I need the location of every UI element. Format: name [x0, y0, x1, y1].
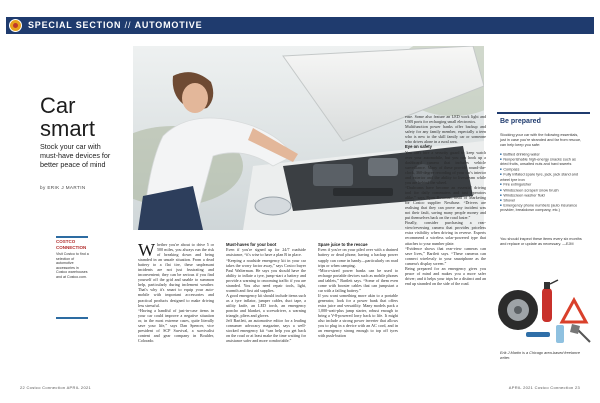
article-paragraph: Even if you're signed up for 24/7 roadside assistance, “it's wise to have a plan B in place.: [226, 247, 306, 258]
sidebar-rule: [497, 112, 590, 114]
article-column-4: [405, 114, 486, 286]
section-title: [28, 20, 202, 30]
costco-connection-title: COSTCO CONNECTION: [56, 239, 87, 250]
checklist-item: ■ Shovel: [500, 198, 582, 203]
sidebar-intro: Stocking your car with the following essentials, just in case you're stranded and far from rescue, can help keep you safe:: [500, 133, 582, 147]
article-paragraph: Being prepared for an emergency gives you peace of mind and makes you a more safer driver; and it helps your trips be a distinct and an end up stranded on the side of the road.: [405, 265, 486, 286]
page-number-left: 22: [20, 385, 26, 390]
costco-logo-icon: [9, 19, 22, 32]
author-credit: Erik J Martin is a Chicago area-based freelance writer.: [500, 351, 580, 360]
article-paragraph: You can't hire a security guard to keep watch over your automobile, but you can hook up a dashboard camera that includes vehicle surveillance. Many of these provide round-the-clock, 360-degree recording of your car's interior and exterior and the ability to livestream while you are behind the wheel.: [405, 149, 486, 185]
article-paragraph: ease. Some also feature an LED work light and USB ports for recharging small electronics.: [405, 114, 486, 125]
section-label: SPECIAL SECTION: [28, 20, 122, 30]
subhead-boot: Must-haves for your boot: [226, 242, 277, 247]
article-paragraph: If you want something more akin to a portable generator, look for a power bank that offers extra juice and versatility. Many models pack a 1,000-watt-plus jump starter, robust enough to bring a V-8-powered lorry back to life. It might also include a strong power inverter that allows you to plug in a device with an AC cord, and in an emergency strong enough to top off tyres with push-button: [318, 292, 398, 339]
article-column-2: [226, 242, 306, 343]
sidebar-title: Be prepared: [500, 118, 541, 125]
fire-extinguisher-icon: [542, 288, 552, 322]
article-paragraph: “Micro-sized power banks can be used to recharge portable devices such as mobile phones and tablets,” Bartlett says. “Some of them even come with booster cables that can jumpstart a car with a failing battery.”: [318, 267, 398, 293]
article-paragraph: “Evidence shows that rear-view cameras can save lives,” Bartlett says. “These cameras can connect wirelessly to your smartphone as the camera's display screen.”: [405, 245, 486, 266]
sidebar-outro: You should inspect these items every six months and replace or update as necessary. —EJM: [500, 237, 582, 246]
subhead-eye-on-safety: Eye on safety: [405, 144, 432, 150]
article-paragraph: “Having a handful of just-in-case items in your car could improve a negative situation or, in the most extreme cases, quite literally save your life,” says Dan Spencer, vice president of SCP Survival, a survivalist content and gear company in Boulder, Colorado.: [138, 307, 214, 343]
article-paragraph: “Dashcams have become an essential driving tool for daily commuters and taxi operators alike,” says Ryan Bowman, head of Marketing for Costco supplier Nextbase. “Drivers are realising that they can prove any incident was not their fault, saving many people money and put themselves back on the road faster.”: [405, 185, 486, 221]
checklist-item: ■ Windscreen scraper/ snow brush: [500, 188, 582, 193]
article-paragraph: A good emergency kit should include items such as a tyre inflator, jumper cables, duct tape, a utility knife, an LED torch, an emergency poncho and blanket, a screwdriver, a warning triangle, pliers and gloves.: [226, 292, 306, 319]
checklist-item: ■ Nonperishable high-energy snacks such as dried fruits, unsalted nuts and hard sweets: [500, 157, 582, 167]
article-column-1: [138, 242, 214, 343]
article-column-3: [318, 242, 398, 338]
warning-triangle-icon: [562, 300, 586, 322]
section-topic: AUTOMOTIVE: [134, 20, 203, 30]
page-number-right: 23: [574, 385, 580, 390]
costco-connection-rule-bottom: [56, 317, 88, 319]
costco-connection-body: Visit Costco to find a selection of automotive accessories in Costco warehouses and at Costco.com.: [56, 252, 89, 279]
article-paragraph: Jeff Bartlett, an automotive editor for a leading consumer advocacy magazine, says a well-stocked emergency kit “can help you get back on the road or at least make the time waiting for assistance safer and more comfortable.”: [226, 318, 306, 344]
article-byline: by ERIK J MARTIN: [40, 185, 86, 190]
checklist-item: ■ Bottled drinking water: [500, 152, 582, 157]
subhead-spare-juice: Spare juice to the rescue: [318, 242, 368, 247]
checklist-item: ■ Windscreen washer fluid: [500, 193, 582, 198]
article-paragraph: Even if you're on your piled over with a drained battery or dead phone, having a backup power supply can come in handy—particularly on road trips or when camping.: [318, 247, 398, 268]
water-bottle-icon: [556, 325, 564, 343]
publication-name-left: Costco Connection: [26, 385, 66, 390]
footer-right: [509, 385, 580, 390]
article-paragraph: Finally, consider purchasing a rear-view/reversing camera that provides priceless extra visibility when driving in reverse. Experts recommend a wireless solar-powered type that attaches to your number plate.: [405, 220, 486, 246]
costco-connection-rule-top: [56, 236, 88, 238]
headline-line-2: smart: [40, 116, 95, 141]
article-headline: [40, 94, 120, 140]
article-paragraph: “Keeping a roadside emergency kit in your car takes the worry factor away,” says Costco buyer Paul Walterman. He says you should have the ability to inflate a tyre, jump-start a battery and provide a warning to oncoming traffic if you are stranded. You also need repair tools, light, warmth and first aid supplies.: [226, 257, 306, 293]
section-header: [0, 0, 600, 34]
section-separator: //: [121, 20, 135, 30]
sidebar-checklist: [500, 152, 582, 213]
footer-left: [20, 385, 91, 390]
issue-date-right: APRIL 2021: [508, 385, 534, 390]
checklist-item: ■ Emergency phone numbers (auto insurance provider, breakdown company, etc.): [500, 203, 582, 213]
issue-date-left: APRIL 2021: [66, 385, 92, 390]
publication-name-right: Costco Connection: [534, 385, 574, 390]
checklist-item: ■ Compass: [500, 167, 582, 172]
article-paragraph: hether you're about to drive 5 or 500 miles, you always run the risk of breaking down and being stranded in an unsafe situation. From a dead battery to a flat tire, these unpleasant incidents are not just frustrating and inconvenient; they can be serious if you find yourself off the grid and unable to summon help, particularly during inclement weather. That's why it's smart to equip your auto-mobile with important accessories and practical products designed to make driving less stressful.: [138, 242, 214, 308]
checklist-item: ■ Fully inflated spare tyre, jack, jack stand and wheel tyre iron: [500, 172, 582, 182]
article-deck: Stock your car with must-have devices for better peace of mind: [40, 142, 111, 169]
headline-line-1: Car: [40, 93, 76, 118]
emergency-kit-illustration: [496, 270, 594, 348]
article-paragraph: Multifunction power banks offer backup and safety for any family member, especially a teen who is new to the skill family car or someone who drives alone in a rural area.: [405, 124, 486, 145]
checklist-item: ■ Fire extinguisher: [500, 182, 582, 187]
drop-cap: W: [138, 240, 155, 260]
ice-scraper-icon: [526, 332, 550, 337]
